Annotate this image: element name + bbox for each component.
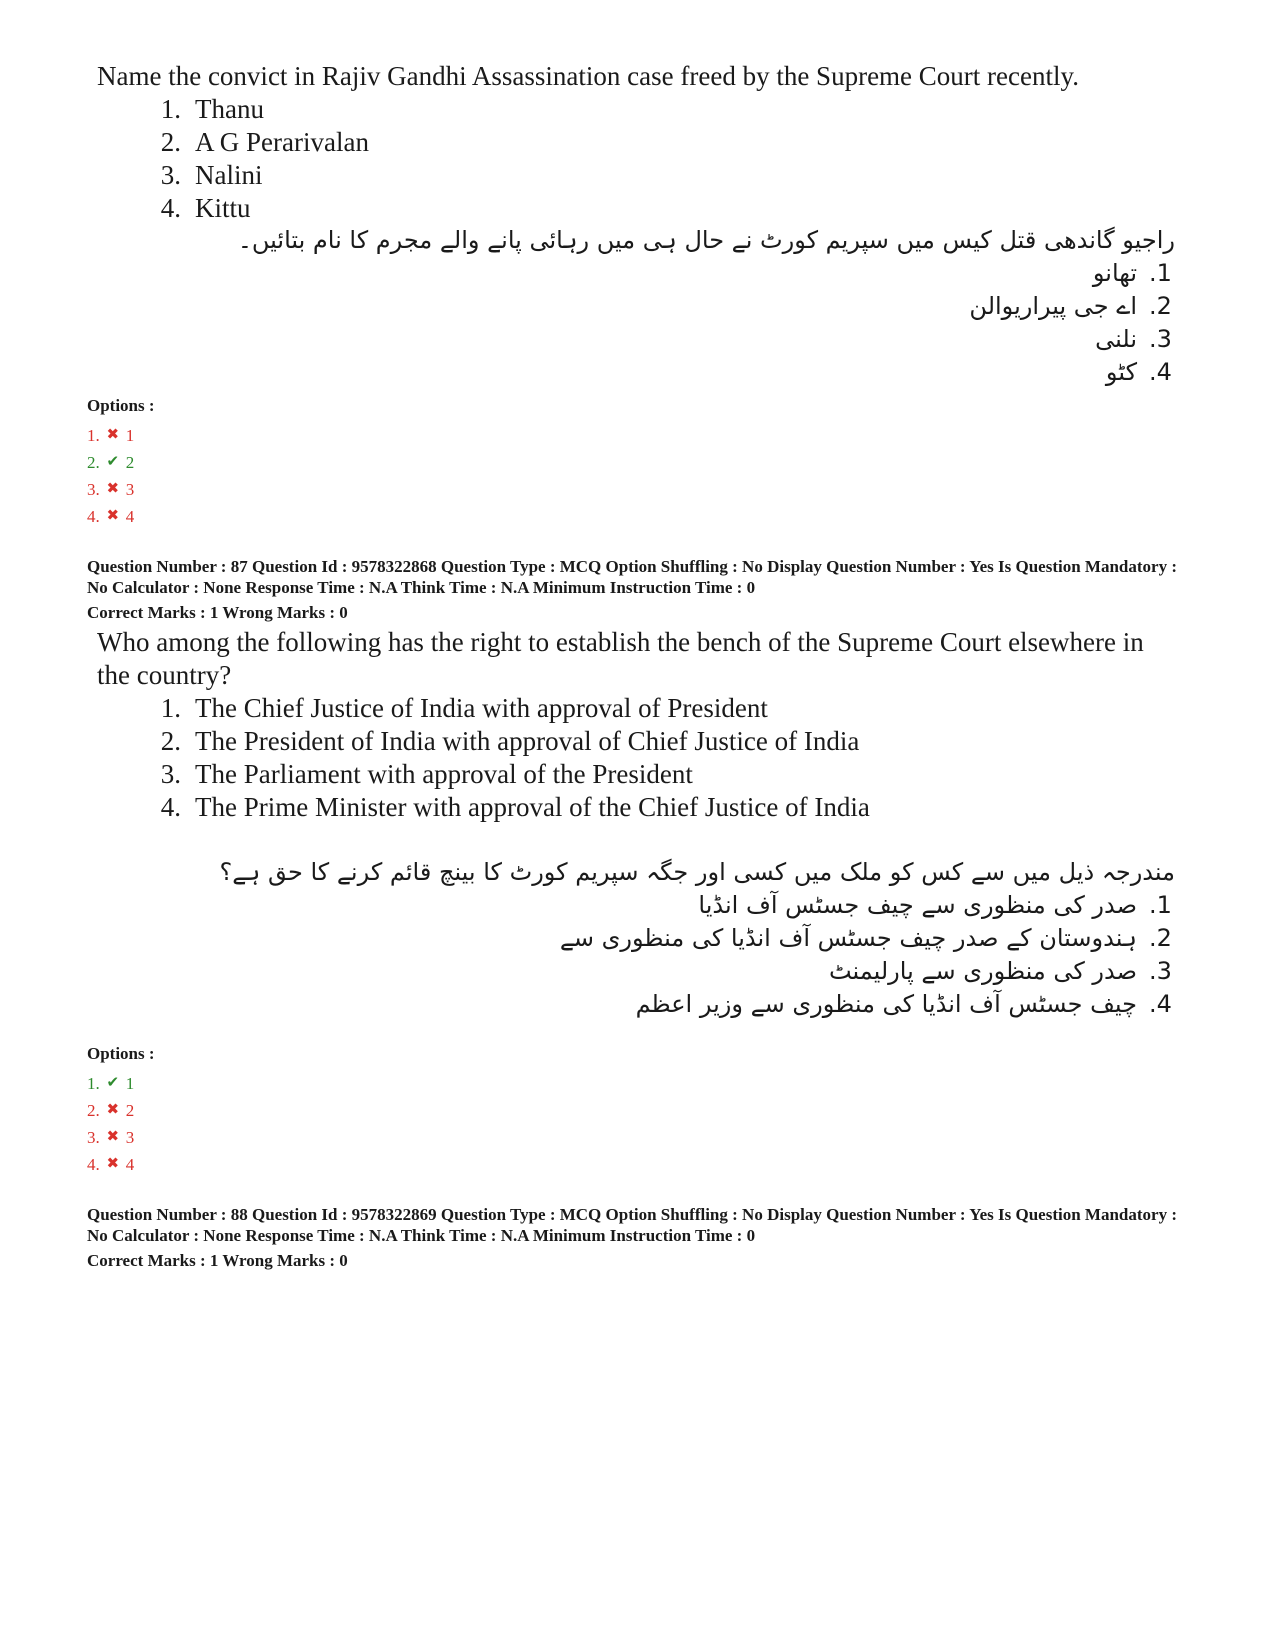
question-86-urdu-text: راجیو گاندھی قتل کیس میں سپریم کورٹ نے حال ہی میں رہائی پانے والے مجرم کا نام بتائیں۔ <box>237 226 1175 254</box>
question-meta-line: Question Number : 87 Question Id : 9578322868 Question Type : MCQ Option Shuffling : No Display Question Number : Yes Is Question Mandatory : No Calculator : None Response Time : N.A Think Time : N.A Minimum Instruction Time : 0 <box>87 557 1177 597</box>
answer-option: 2. ✔ 2 <box>87 449 155 476</box>
question-87-urdu-text: مندرجہ ذیل میں سے کس کو ملک میں کسی اور جگہ سپریم کورٹ کا بینچ قائم کرنے کا حق ہے؟ <box>219 858 1175 886</box>
cross-icon: ✖ <box>106 508 120 524</box>
answer-option: 1. ✔ 1 <box>87 1070 155 1097</box>
question-87-options <box>87 1044 155 1178</box>
question-87-urdu <box>175 856 1175 1021</box>
question-87-meta <box>87 556 1197 623</box>
question-86-text: Name the convict in Rajiv Gandhi Assassination case freed by the Supreme Court recently. <box>97 61 1079 91</box>
question-87-text: Who among the following has the right to establish the bench of the Supreme Court elsewhere in the country? <box>97 627 1144 690</box>
answer-option: 2. ✖ 2 <box>87 1097 155 1124</box>
question-86-urdu-option-2: .2 اے جی پیراریوالن <box>969 292 1172 320</box>
options-title: Options : <box>87 396 155 415</box>
question-87-urdu-option-1: .1 صدر کی منظوری سے چیف جسٹس آف انڈیا <box>698 891 1172 919</box>
question-86-urdu-option-1: .1 تھانو <box>1092 259 1172 287</box>
question-86-urdu-option-3: .3 نلنی <box>1095 325 1172 353</box>
cross-icon: ✖ <box>106 481 120 497</box>
answer-option: 1. ✖ 1 <box>87 422 155 449</box>
question-87-urdu-option-3: .3 صدر کی منظوری سے پارلیمنٹ <box>828 957 1172 985</box>
question-86-options <box>87 396 155 530</box>
question-87-option-1: 1. The Chief Justice of India with approval of President <box>160 693 768 723</box>
question-86-option-3: 3. Nalini <box>160 160 263 190</box>
answer-option: 3. ✖ 3 <box>87 476 155 503</box>
question-87-urdu-option-4: .4 چیف جسٹس آف انڈیا کی منظوری سے وزیر اعظم <box>635 990 1172 1018</box>
question-marks-line: Correct Marks : 1 Wrong Marks : 0 <box>87 603 348 622</box>
question-88-meta <box>87 1204 1197 1271</box>
options-title: Options : <box>87 1044 155 1063</box>
cross-icon: ✖ <box>106 1156 120 1172</box>
cross-icon: ✖ <box>106 1129 120 1145</box>
question-87-option-2: 2. The President of India with approval of Chief Justice of India <box>160 726 860 756</box>
question-86-option-1: 1. Thanu <box>160 94 264 124</box>
question-meta-line: Question Number : 88 Question Id : 9578322869 Question Type : MCQ Option Shuffling : No Display Question Number : Yes Is Question Mandatory : No Calculator : None Response Time : N.A Think Time : N.A Minimum Instruction Time : 0 <box>87 1205 1177 1245</box>
answer-option: 3. ✖ 3 <box>87 1124 155 1151</box>
check-icon: ✔ <box>106 454 120 470</box>
question-marks-line: Correct Marks : 1 Wrong Marks : 0 <box>87 1251 348 1270</box>
answer-option: 4. ✖ 4 <box>87 1151 155 1178</box>
answer-option: 4. ✖ 4 <box>87 503 155 530</box>
question-87-urdu-option-2: .2 ہندوستان کے صدر چیف جسٹس آف انڈیا کی منظوری سے <box>559 924 1172 952</box>
question-86-urdu <box>175 224 1175 389</box>
cross-icon: ✖ <box>106 1102 120 1118</box>
question-86-option-4: 4. Kittu <box>160 193 251 223</box>
cross-icon: ✖ <box>106 427 120 443</box>
question-87-english <box>97 626 1177 824</box>
question-86-english <box>97 60 1177 225</box>
question-87-option-3: 3. The Parliament with approval of the President <box>160 759 693 789</box>
check-icon: ✔ <box>106 1075 120 1091</box>
question-86-urdu-option-4: .4 کٹو <box>1105 358 1172 386</box>
question-86-option-2: 2. A G Perarivalan <box>160 127 369 157</box>
question-87-option-4: 4. The Prime Minister with approval of the Chief Justice of India <box>160 792 870 822</box>
